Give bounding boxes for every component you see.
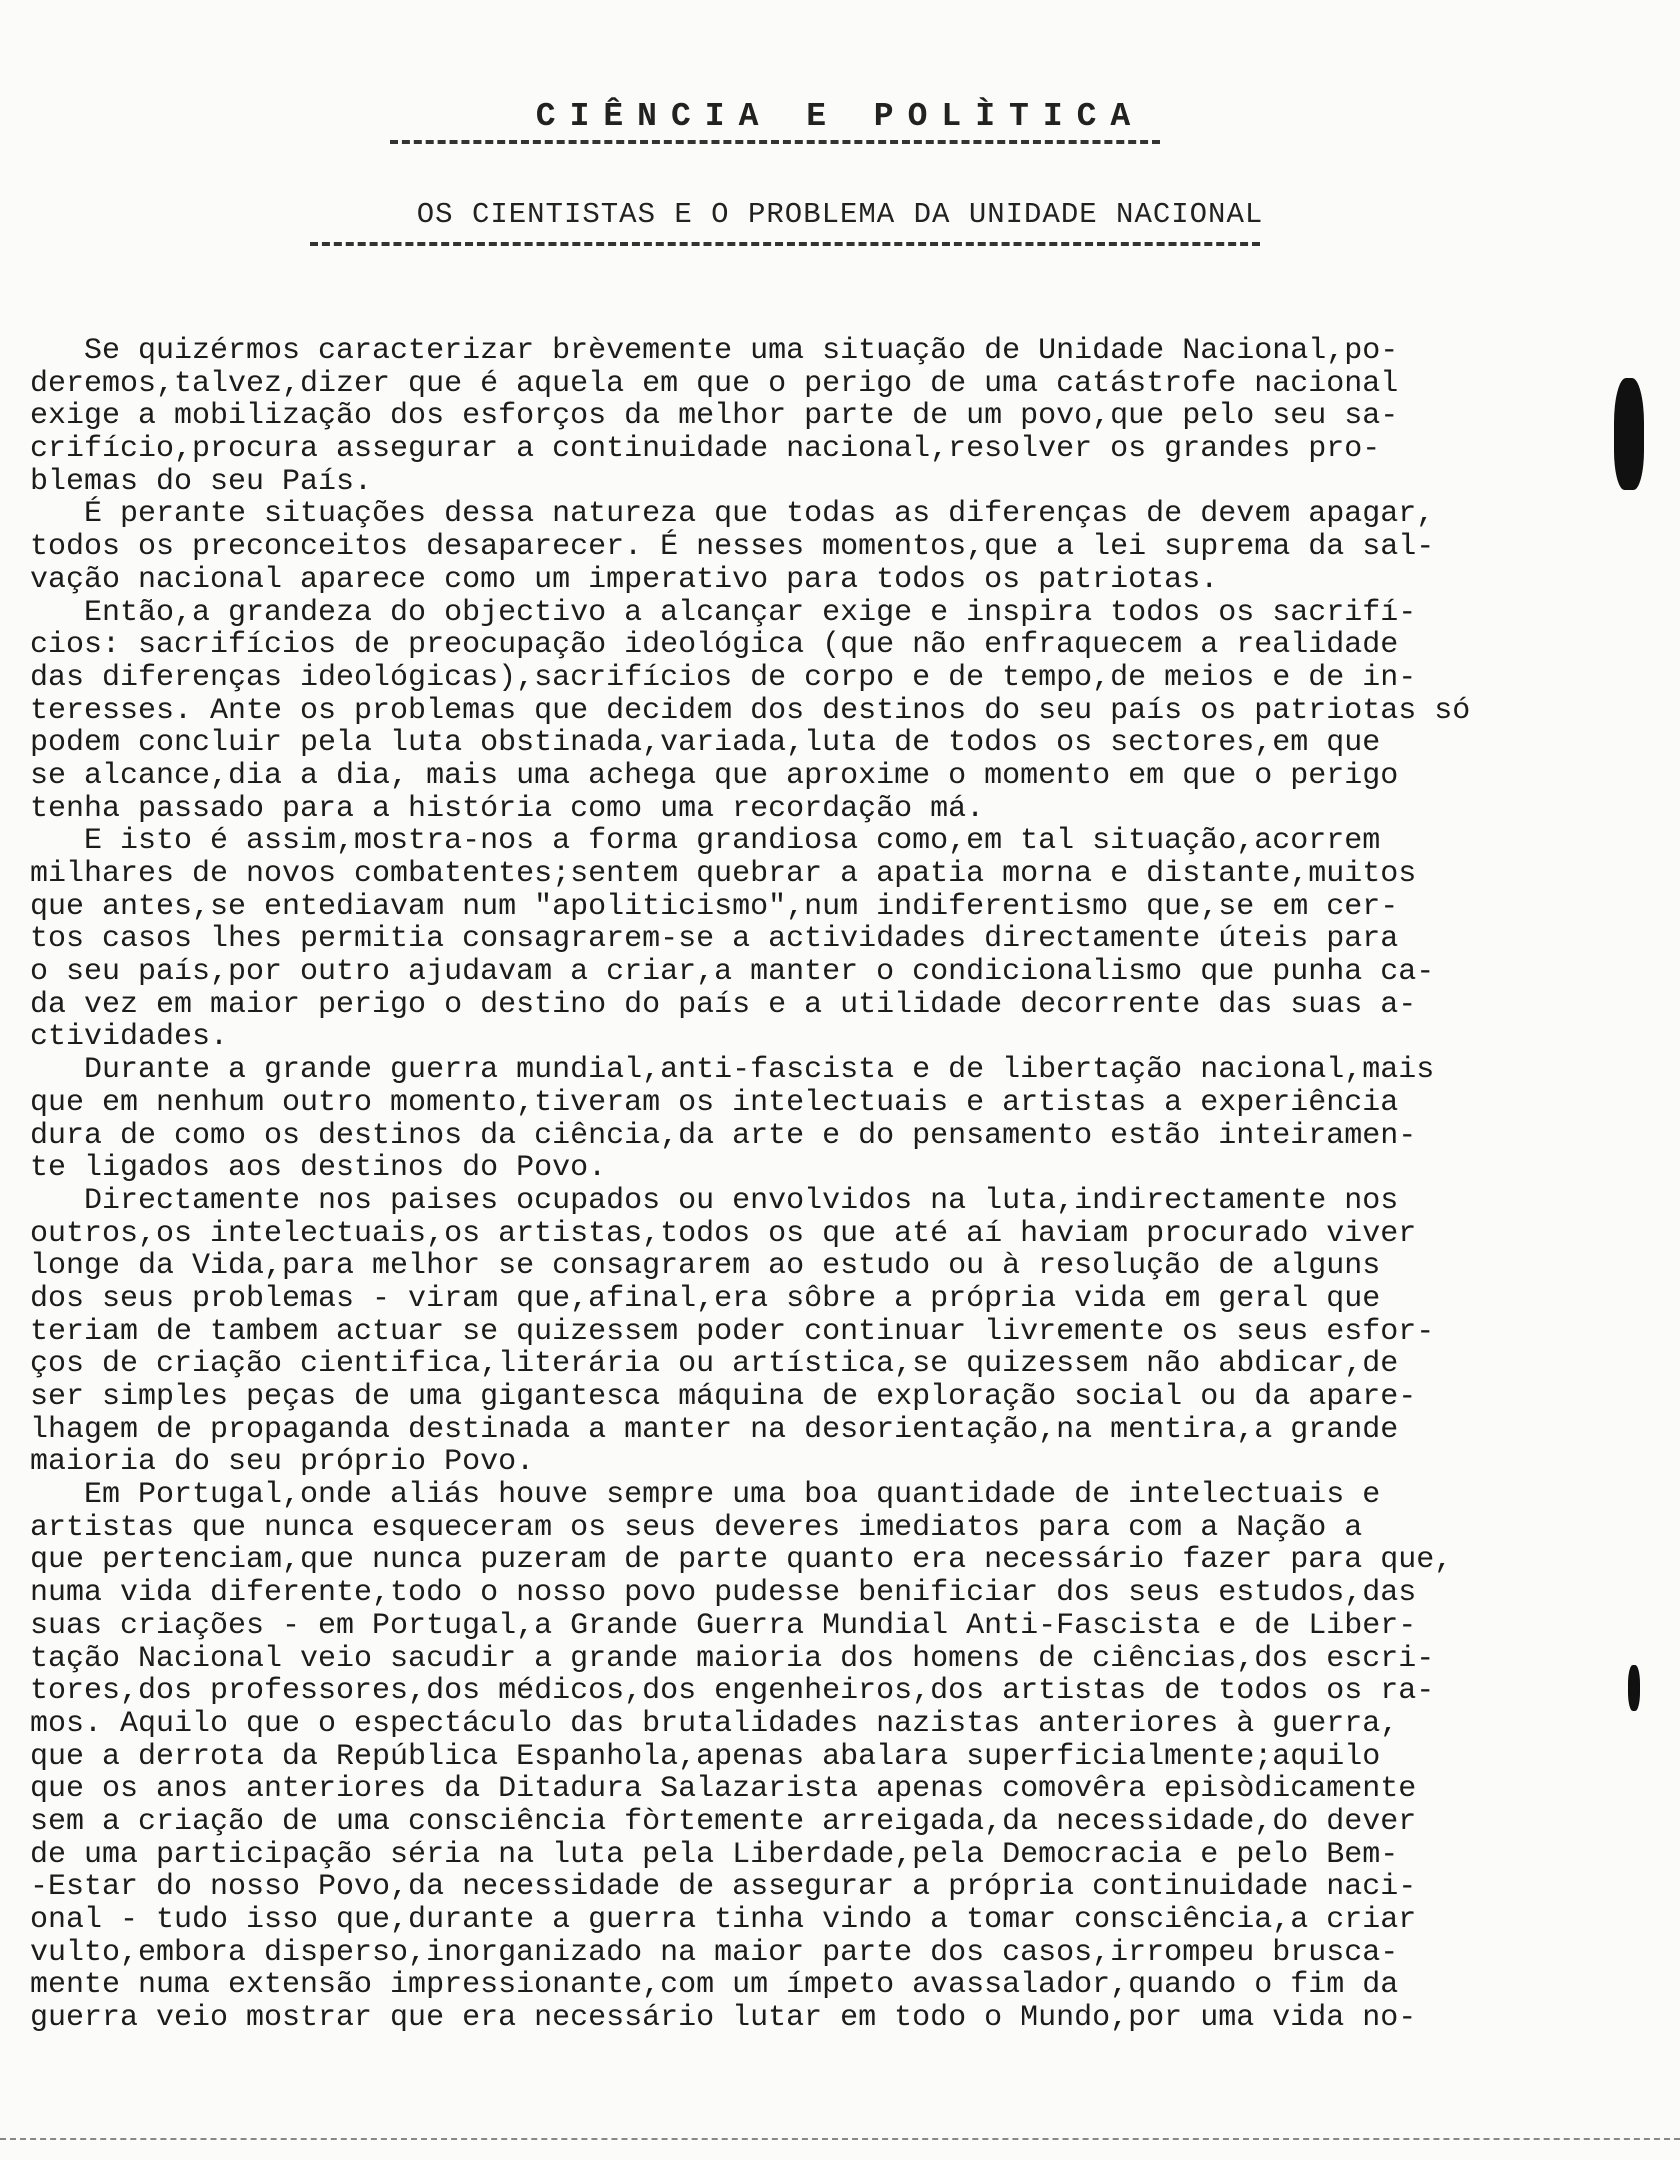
text-line: maioria do seu próprio Povo. [30,1445,535,1480]
text-line: outros,os intelectuais,os artistas,todos os que até aí haviam procurado viver [30,1216,1417,1251]
text-line: te ligados aos destinos do Povo. [30,1151,607,1186]
text-line: Durante a grande guerra mundial,anti-fascista e de libertação nacional,mais [30,1053,1435,1088]
text-line: mos. Aquilo que o espectáculo das brutalidades nazistas anteriores à guerra, [30,1706,1399,1741]
text-line: que antes,se entediavam num "apoliticismo",num indiferentismo que,se em cer- [30,889,1399,924]
text-line: tos casos lhes permitia consagrarem-se a actividades directamente úteis para [30,922,1399,957]
text-line: deremos,talvez,dizer que é aquela em que o perigo de uma catástrofe nacional [30,366,1399,401]
text-line: ços de criação cientifica,literária ou artística,se quizessem não abdicar,de [30,1347,1399,1382]
text-line: tação Nacional veio sacudir a grande maioria dos homens de ciências,dos escri- [30,1641,1435,1676]
text-line: milhares de novos combatentes;sentem quebrar a apatia morna e distante,muitos [30,857,1417,891]
text-line: teresses. Ante os problemas que decidem dos destinos do seu país os patriotas só [30,693,1471,728]
text-line: É perante situações dessa natureza que todas as diferenças de devem apagar, [30,497,1435,532]
document-body [30,335,1590,2035]
text-line: mente numa extensão impressionante,com um ímpeto avassalador,quando o fim da [30,1968,1399,2003]
text-line: Em Portugal,onde aliás houve sempre uma boa quantidade de intelectuais e [30,1478,1381,1513]
text-line: Se quizérmos caracterizar brèvemente uma situação de Unidade Nacional,po- [30,334,1399,368]
text-line: de uma participação séria na luta pela Liberdade,pela Democracia e pelo Bem- [30,1837,1399,1872]
title-underline [390,140,1160,144]
text-line: que em nenhum outro momento,tiveram os intelectuais e artistas a experiência [30,1085,1399,1120]
text-line: que pertenciam,que nunca puzeram de parte quanto era necessário fazer para que, [30,1543,1453,1578]
text-line: lhagem de propaganda destinada a manter na desorientação,na mentira,a grande [30,1412,1399,1447]
text-line: -Estar do nosso Povo,da necessidade de assegurar a própria continuidade naci- [30,1870,1417,1905]
text-line: tenha passado para a história como uma recordação má. [30,791,985,826]
text-line: da vez em maior perigo o destino do país e a utilidade decorrente das suas a- [30,987,1417,1022]
text-line: que os anos anteriores da Ditadura Salazarista apenas comovêra episòdicamente [30,1772,1417,1807]
text-line: E isto é assim,mostra-nos a forma grandiosa como,em tal situação,acorrem [30,824,1381,859]
text-line: exige a mobilização dos esforços da melhor parte de um povo,que pelo seu sa- [30,399,1399,434]
text-line: onal - tudo isso que,durante a guerra tinha vindo a tomar consciência,a criar [30,1903,1417,1937]
document-title: CIÊNCIA E POLÌTICA [535,98,1145,135]
text-line: cios: sacrifícios de preocupação ideológica (que não enfraquecem a realidade [30,628,1399,663]
text-line: crifício,procura assegurar a continuidade nacional,resolver os grandes pro- [30,432,1381,467]
text-line: se alcance,dia a dia, mais uma achega que aproxime o momento em que o perigo [30,758,1399,793]
text-line: ctividades. [30,1020,229,1055]
ink-blot-mark [1614,378,1644,490]
text-line: o seu país,por outro ajudavam a criar,a manter o condicionalismo que punha ca- [30,955,1435,990]
text-line: que a derrota da República Espanhola,apenas abalara superficialmente;aquilo [30,1739,1381,1774]
text-line: ser simples peças de uma gigantesca máquina de exploração social ou da apare- [30,1380,1417,1414]
text-line: numa vida diferente,todo o nosso povo pudesse benificiar dos seus estudos,das [30,1576,1417,1611]
subtitle-underline [310,242,1260,246]
text-line: Então,a grandeza do objectivo a alcançar exige e inspira todos os sacrifí- [30,595,1417,630]
bottom-edge-rule [0,2138,1680,2140]
text-line: podem concluir pela luta obstinada,variada,luta de todos os sectores,em que [30,726,1381,761]
text-line: teriam de tambem actuar se quizessem poder continuar livremente os seus esfor- [30,1314,1435,1349]
text-line: vulto,embora disperso,inorganizado na maior parte dos casos,irrompeu brusca- [30,1935,1399,1970]
text-line: longe da Vida,para melhor se consagrarem ao estudo ou à resolução de alguns [30,1249,1381,1284]
text-line: artistas que nunca esqueceram os seus deveres imediatos para com a Nação a [30,1510,1363,1545]
text-line: dura de como os destinos da ciência,da arte e do pensamento estão inteiramen- [30,1118,1417,1153]
text-line: dos seus problemas - viram que,afinal,era sôbre a própria vida em geral que [30,1281,1381,1316]
text-line: guerra veio mostrar que era necessário lutar em todo o Mundo,por uma vida no- [30,2001,1417,2036]
text-line: suas criações - em Portugal,a Grande Guerra Mundial Anti-Fascista e de Liber- [30,1608,1417,1643]
document-subtitle: OS CIENTISTAS E O PROBLEMA DA UNIDADE NACIONAL [416,198,1264,231]
text-line: todos os preconceitos desaparecer. É nesses momentos,que a lei suprema da sal- [30,530,1435,565]
text-line: blemas do seu País. [30,464,373,499]
text-line: vação nacional aparece como um imperativo para todos os patriotas. [30,562,1219,597]
text-line: das diferenças ideológicas),sacrifícios de corpo e de tempo,de meios e de in- [30,660,1417,695]
text-line: tores,dos professores,dos médicos,dos engenheiros,dos artistas de todos os ra- [30,1674,1435,1709]
text-line: sem a criação de uma consciência fòrtemente arreigada,da necessidade,do dever [30,1804,1417,1839]
ink-blot-mark-small [1628,1665,1640,1711]
text-line: Directamente nos paises ocupados ou envolvidos na luta,indirectamente nos [30,1183,1399,1218]
